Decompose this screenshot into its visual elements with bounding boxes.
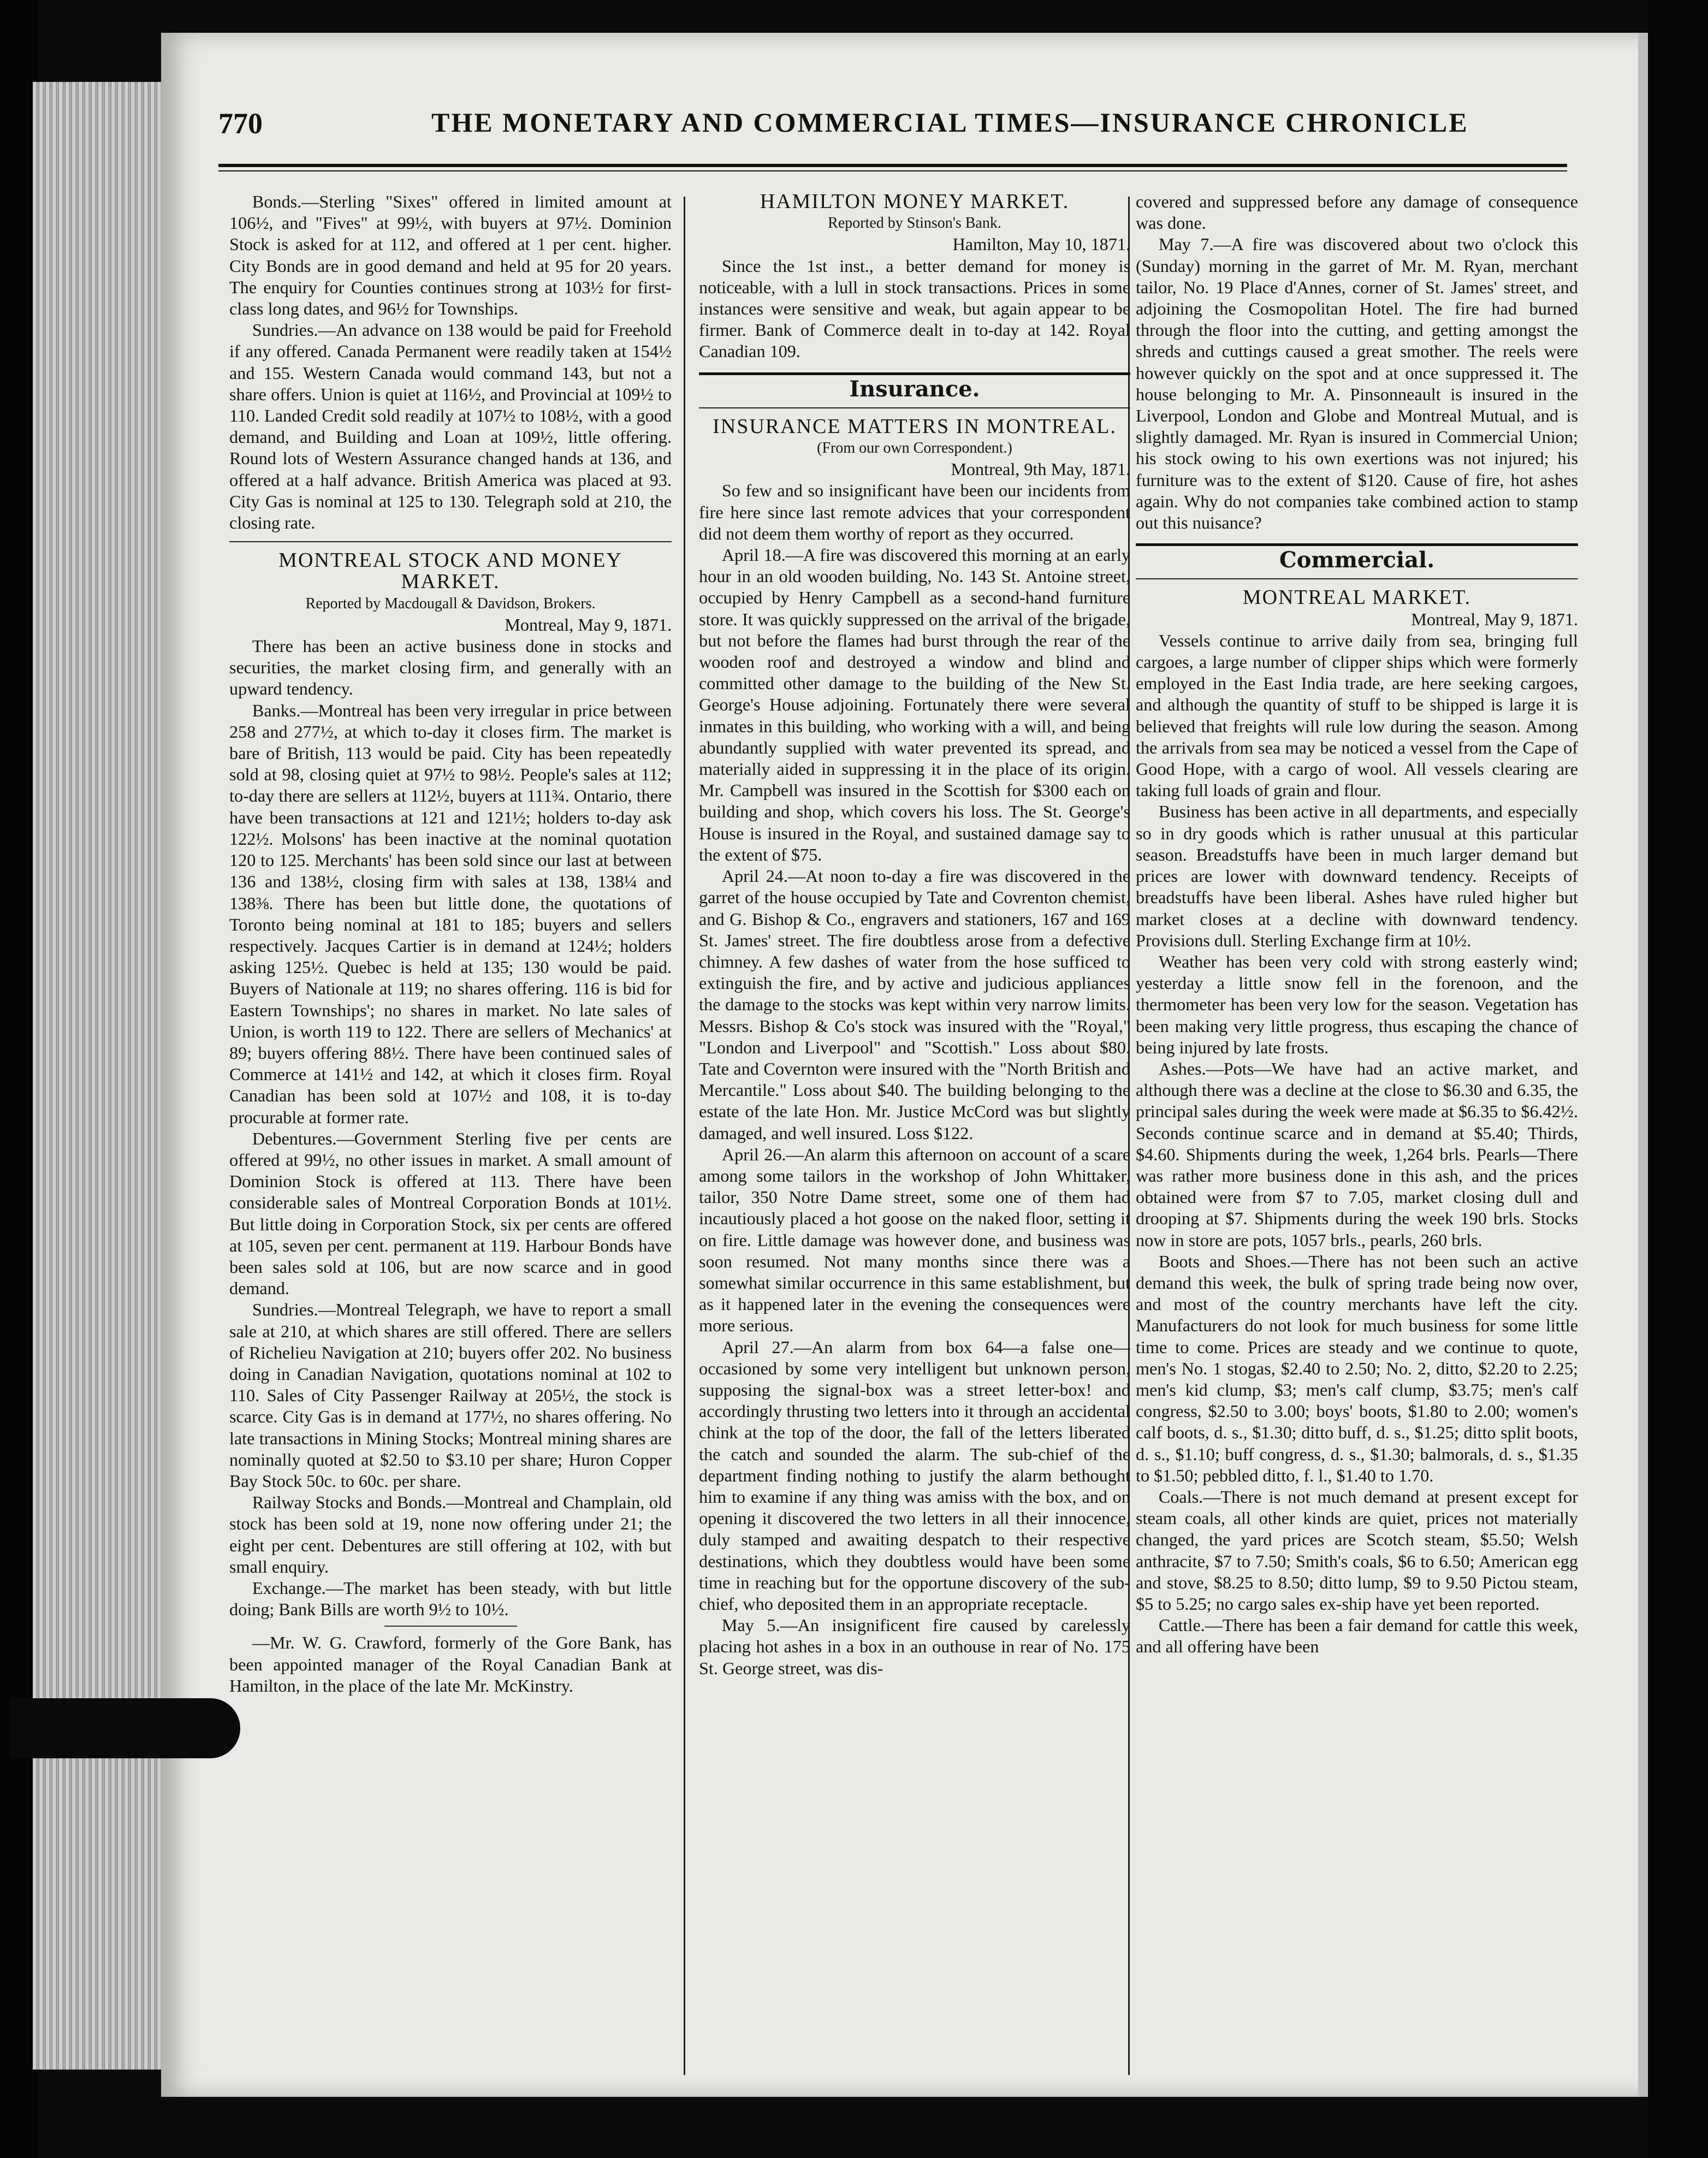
coals-paragraph: Coals.—There is not much demand at present except for steam coals, all other kinds are quiet, prices not materially changed, the yard prices are Scotch steam, $5.50; Welsh anthracite, $7 to 7.50; Smith's coals, $6 to 6.50; American egg and stove, $8.25 to 8.50; ditto lump, $9 to 9.50 Pictou steam, $5 to 5.25; no cargo sales ex-ship have yet been reported. [1136,1486,1578,1614]
commercial-section-title: Commercial. [1279,547,1435,573]
montreal-stock-heading: MONTREAL STOCK AND MONEY MARKET. [278,549,622,594]
column-2 [699,191,1130,1679]
crawford-notice: —Mr. W. G. Crawford, formerly of the Gore Bank, has been appointed manager of the Royal Canadian Bank at Hamilton, in the place of the late Mr. McKinstry. [229,1633,672,1695]
header-rule-thin [218,170,1567,171]
sundries-paragraph: Sundries.—An advance on 138 would be paid for Freehold if any offered. Canada Permanent were readily taken at 154½ and 155. Western Canada would command 143, but not a share offers. Union is quiet at 116½, and Provincial at 109½ to 110. Landed Credit sold readily at 107½ to 108½, with a good demand, and Building and Loan at 109½, little offering. Round lots of Western Assurance changed hands at 136, and offered at a half advance. British America was placed at 93. City Gas is nominal at 125 to 130. Telegraph sold at 210, the closing rate. [229,320,672,533]
section-double-rule [1136,543,1578,546]
insurance-intro: So few and so insignificant have been our incidents from fire here since last remote advices that your correspondent did not deem them worthy of report as they occurred. [699,481,1130,543]
page-header [218,106,1594,150]
montreal-stock-byline: Reported by Macdougall & Davidson, Brokers. [305,595,596,612]
debentures-paragraph: Debentures.—Government Sterling five per cents are offered at 99½, no other issues in market. A small amount of Dominion Stock is offered at 113. There have been considerable sales of Montreal Corporation Bonds at 101½. But little doing in Corporation Stock, six per cents are offered at 105, seven per cent. permanent at 119. Harbour Bonds have been sales sold at 106, but are now scarce and in good demand. [229,1128,672,1299]
section-rule [699,407,1130,408]
cattle-paragraph: Cattle.—There has been a fair demand for cattle this week, and all offering have been [1136,1615,1578,1657]
masthead-title: THE MONETARY AND COMMERCIAL TIMES—INSURANCE CHRONICLE [431,107,1469,138]
bonds-paragraph: Bonds.—Sterling "Sixes" offered in limited amount at 106½, and "Fives" at 99½, with buyers at 97½. Dominion Stock is asked for at 112, and offered at 1 per cent. higher. City Bonds are in good demand and held at 95 for 20 years. The enquiry for Counties continues strong at 103½ for first-class long dates, and 96½ for Townships. [229,192,672,319]
may-5-continued: covered and suppressed before any damage of consequence was done. [1136,192,1578,233]
april-24-paragraph: April 24.—At noon to-day a fire was discovered in the garret of the house occupied by Tate and Covrenton chemist, and G. Bishop & Co., engravers and stationers, 167 and 169 St. James' street. The fire doubtless arose from a defective chimney. A few dashes of water from the hose sufficed to extinguish the fire, and by active and judicious appliances the damage to the stocks was kept within very narrow limits. Messrs. Bishop & Co's stock was insured with the "Royal," "London and Liverpool" and "Scottish." Loss about $80. Tate and Covernton were insured with the "North British and Mercantile." Loss about $40. The building belonging to the estate of the late Hon. Mr. Justice McCord was but slightly damaged, and well insured. Loss $122. [699,866,1130,1143]
railway-paragraph: Railway Stocks and Bonds.—Montreal and Champlain, old stock has been sold at 19, none now offering under 21; the eight per cent. Debentures are still offering at 102, with but small enquiry. [229,1492,672,1576]
april-27-paragraph: April 27.—An alarm from box 64—a false one—occasioned by some very intelligent but unknown person, supposing the signal-box was a street letter-box! and accordingly thrusting two letters into it through an accidental chink at the top of the door, the fall of the letters liberated the catch and sounded the alarm. The sub-chief of the department finding nothing to justify the alarm bethought him to examine if any thing was amiss with the box, and on opening it discovered the two letters in all their innocence, duly stamped and awaiting despatch to their respective destinations, which they doubtless would have been some time in reaching but for the opportune discovery of the sub-chief, who deposited them in an appropriate receptacle. [699,1337,1130,1614]
binding-clip [11,1698,240,1758]
montreal-market-heading: MONTREAL MARKET. [1242,586,1472,609]
hamilton-heading: HAMILTON MONEY MARKET. [760,190,1070,213]
section-rule [229,541,672,542]
montreal-market-dateline: Montreal, May 9, 1871. [1411,609,1578,629]
may-7-paragraph: May 7.—A fire was discovered about two o'clock this (Sunday) morning in the garret of Mr. M. Ryan, merchant tailor, No. 19 Place d'Annes, corner of St. James' street, and adjoining the Cosmopolitan Hotel. The fire had burned through the floor into the cutting, and getting amongst the shreds and cuttings caused a great smother. The reels were however quickly on the spot and at once suppressed it. The house belonging to Mr. A. Pinsonneault is insured in the Liverpool, London and Globe and Montreal Mutual, and is slightly damaged. Mr. Ryan is insured in Commercial Union; his stock owing to his own exertions was not injured; his furniture was to the extent of $120. Cause of fire, hot ashes again. Why do not companies take combined action to stamp out this nuisance? [1136,234,1578,533]
vessels-paragraph: Vessels continue to arrive daily from sea, bringing full cargoes, a large number of clipper ships which were formerly employed in the East India trade, are here seeking cargoes, and although the quantity of stuff to be shipped is large it is believed that freights will rule low during the season. Among the arrivals from sea may be noticed a vessel from the Cape of Good Hope, with a cargo of wool. All vessels clearing are taking full loads of grain and flour. [1136,630,1578,801]
page-number: 770 [218,107,263,140]
page-fold-edge [1638,33,1649,2097]
sundries-telegraph-paragraph: Sundries.—Montreal Telegraph, we have to report a small sale at 210, at which shares are still offered. There are sellers of Richelieu Navigation at 210; buyers offer 202. No business doing in Canadian Navigation, quotations nominal at 102 to 110. Sales of City Passenger Railway at 205½, the stock is scarce. City Gas is in demand at 177½, no shares offering. No late transactions in Mining Stocks; Montreal mining shares are nominally quoted at $2.50 to $3.10 per share; Huron Copper Bay Stock 50c. to 60c. per share. [229,1300,672,1491]
scan-right-border [1648,0,1708,2158]
short-rule [384,1626,517,1627]
exchange-paragraph: Exchange.—The market has been steady, with but little doing; Bank Bills are worth 9½ to 10½. [229,1578,672,1620]
stock-intro-paragraph: There has been an active business done in stocks and securities, the market closing firm, and generally with an upward tendency. [229,636,672,699]
weather-paragraph: Weather has been very cold with strong easterly wind; yesterday a little snow fell in the forenoon, and the thermometer has been very low for the season. Vegetation has been making very little progress, thus escaping the chance of being injured by late frosts. [1136,951,1578,1057]
boots-shoes-paragraph: Boots and Shoes.—There has not been such an active demand this week, the bulk of spring trade being now over, and most of the country merchants have left the city. Manufacturers do not look for much business for some little time to come. Prices are steady and we continue to quote, men's No. 1 stogas, $2.40 to 2.50; No. 2, ditto, $2.20 to 2.25; men's kid clump, $3; men's calf clump, $3.75; men's calf congress, $2.50 to 3.00; boys' boots, $1.80 to 2.00; women's calf boots, d. s., $1.30; ditto buff, d. s., $1.25; ditto split boots, d. s., $1.10; buff congress, d. s., $1.30; balmorals, d. s., $1.35 to $1.50; pebbled ditto, f. l., $1.40 to 1.70. [1136,1251,1578,1485]
insurance-dateline: Montreal, 9th May, 1871. [951,459,1130,479]
business-paragraph: Business has been active in all departments, and especially so in dry goods which is rather unusual at this particular season. Breadstuffs have been in much larger demand but prices are lower with downward tendency. Receipts of breadstuffs have been liberal. Ashes have ruled higher but market closes at a decline with downward tendency. Provisions dull. Sterling Exchange firm at 10½. [1136,802,1578,950]
hamilton-byline: Reported by Stinson's Bank. [828,215,1001,232]
april-26-paragraph: April 26.—An alarm this afternoon on account of a scare among some tailors in the workshop of John Whittaker, tailor, 350 Notre Dame street, some one of them had incautiously placed a hot goose on the naked floor, setting it on fire. Little damage was however done, and business was soon resumed. Not many months since there was a somewhat similar occurrence in this same establishment, but as it happened later in the evening the consequences were more serious. [699,1144,1130,1336]
column-1 [229,191,672,1697]
insurance-byline: (From our own Correspondent.) [817,440,1012,457]
banks-paragraph: Banks.—Montreal has been very irregular in price between 258 and 277½, at which to-day it closes firm. The market is bare of British, 113 would be paid. City has been repeatedly sold at 98, closing quiet at 97½ to 98½. People's sales at 112; to-day there are sellers at 112½, buyers at 111¾. Ontario, there have been transactions at 121 and 121½; holders to-day ask 122½. Molsons' has been inactive at the nominal quotation 120 to 125. Merchants' has been sold since our last at between 136 and 138½, closing firm with sales at 138, 138¼ and 138⅜. There has been but little done, the quotations of Toronto being nominal at 181 to 185; buyers and sellers respectively. Jacques Cartier is in demand at 124½; holders asking 125½. Quebec is held at 135; 130 would be paid. Buyers of Nationale at 119; no shares offering. 116 is bid for Eastern Townships'; no shares in market. No late sales of Union, is worth 119 to 122. There are sellers of Mechanics' at 89; buyers offering 88½. There have been continued sales of Commerce at 141½ and 142, at which it closes firm. Royal Canadian has been sold at 107½ and 108, it is to-day procurable at former rate. [229,700,672,1127]
insurance-section-title: Insurance. [849,376,980,402]
insurance-heading: INSURANCE MATTERS IN MONTREAL. [713,414,1117,438]
book-page-edges [33,82,164,2070]
header-rule [218,164,1567,167]
column-divider-1 [684,197,685,2075]
column-3 [1136,191,1578,1658]
hamilton-paragraph: Since the 1st inst., a better demand for money is noticeable, with a lull in stock transactions. Prices in some instances were sensitive and weak, but again appear to be firmer. Bank of Commerce dealt in to-day at 142. Royal Canadian 109. [699,256,1130,361]
ashes-paragraph: Ashes.—Pots—We have had an active market, and although there was a decline at the close to $6.30 and 6.35, the principal sales during the week were made at $6.35 to $6.42½. Seconds continue scarce and in demand at $5.40; Thirds, $4.60. Shipments during the week, 1,264 brls. Pearls—There was rather more business done in this ash, and the prices obtained were from $7 to 7.05, market closing dull and drooping at $7. Shipments during the week 190 brls. Stocks now in store are pots, 1057 brls., pearls, 260 brls. [1136,1058,1578,1250]
may-5-paragraph: May 5.—An insignificent fire caused by carelessly placing hot ashes in a box in an outhouse in rear of No. 175 St. George street, was dis- [699,1615,1130,1678]
montreal-stock-dateline: Montreal, May 9, 1871. [505,614,672,635]
section-rule [1136,578,1578,579]
april-18-paragraph: April 18.—A fire was discovered this morning at an early hour in an old wooden building, No. 143 St. Antoine street, occupied by Henry Campbell as a second-hand furniture store. It was quickly suppressed on the arrival of the brigade, but not before the flames had burst through the rear of the wooden roof and destroyed a window and blind and committed other damage to the building of the New St. George's House adjoining. Fortunately there were several inmates in this building, who working with a will, and being abundantly supplied with water prevented its spread, and materially aided in suppressing it in the place of its origin. Mr. Campbell was insured in the Scottish for $300 each on building and shop, which covers his loss. The St. George's House is insured in the Royal, and sustained damage say to the extent of $75. [699,545,1130,864]
section-double-rule [699,372,1130,375]
hamilton-dateline: Hamilton, May 10, 1871. [952,234,1130,254]
